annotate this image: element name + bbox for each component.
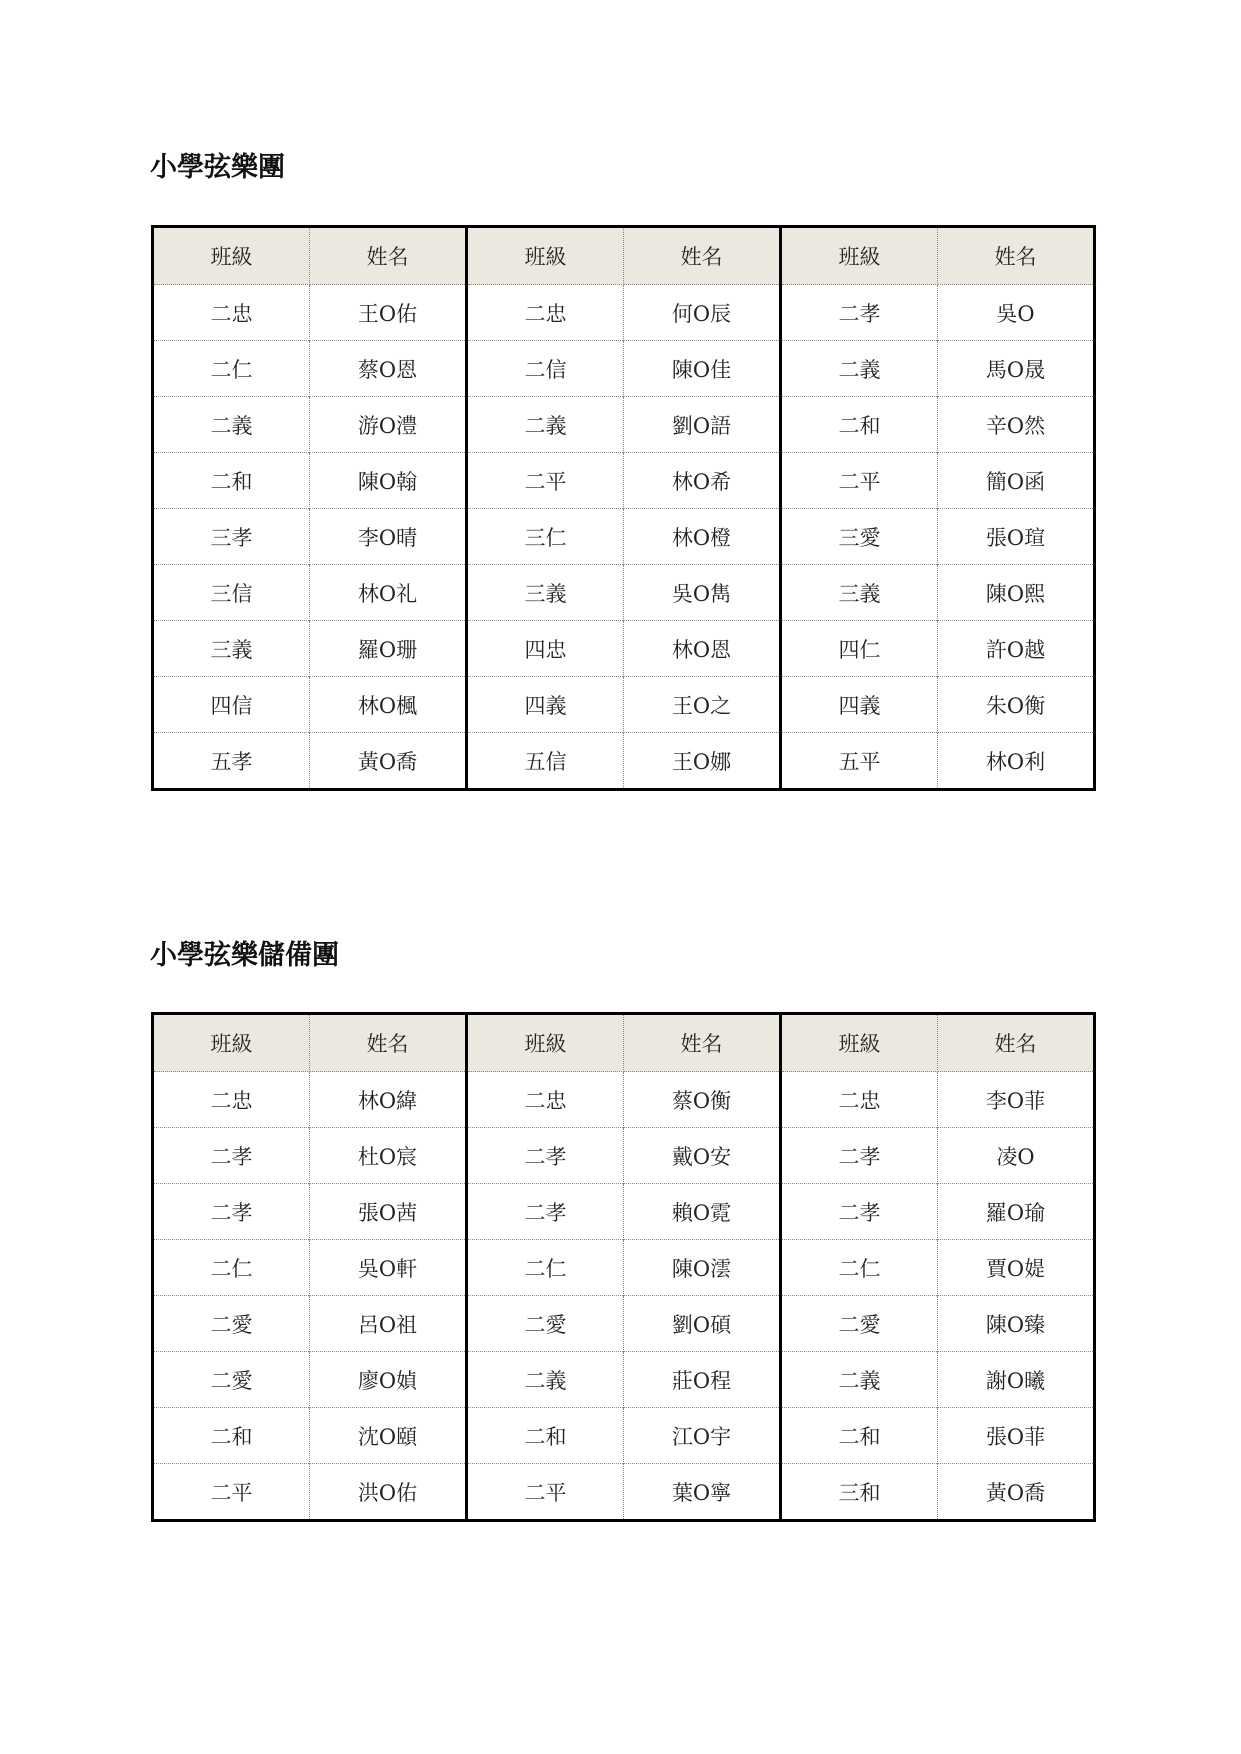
student-name-cell: 江O宇: [624, 1408, 781, 1464]
class-cell: 五信: [467, 733, 624, 790]
student-name-cell: 賈O媞: [938, 1240, 1095, 1296]
class-cell: 二孝: [467, 1184, 624, 1240]
student-name-cell: 黃O喬: [310, 733, 467, 790]
class-cell: 四忠: [467, 621, 624, 677]
student-name-cell: 戴O安: [624, 1128, 781, 1184]
column-header-name: 姓名: [310, 227, 467, 285]
column-header-name: 姓名: [310, 1014, 467, 1072]
student-name-cell: 莊O程: [624, 1352, 781, 1408]
student-name-cell: 李O菲: [938, 1072, 1095, 1128]
class-cell: 三仁: [467, 509, 624, 565]
student-name-cell: 吳O: [938, 285, 1095, 341]
table-row: [153, 509, 1095, 565]
student-name-cell: 游O澧: [310, 397, 467, 453]
student-name-cell: 羅O瑜: [938, 1184, 1095, 1240]
class-cell: 二仁: [467, 1240, 624, 1296]
student-name-cell: 林O橙: [624, 509, 781, 565]
student-name-cell: 杜O宸: [310, 1128, 467, 1184]
roster-table: [151, 1012, 1096, 1522]
table-row: [153, 453, 1095, 509]
column-header-name: 姓名: [624, 1014, 781, 1072]
class-cell: 四義: [781, 677, 938, 733]
table-row: [153, 1128, 1095, 1184]
header-row: [153, 227, 1095, 285]
class-cell: 二義: [781, 341, 938, 397]
student-name-cell: 吳O雋: [624, 565, 781, 621]
student-name-cell: 廖O媜: [310, 1352, 467, 1408]
class-cell: 二孝: [781, 285, 938, 341]
student-name-cell: 王O娜: [624, 733, 781, 790]
student-name-cell: 賴O霓: [624, 1184, 781, 1240]
student-name-cell: 林O緯: [310, 1072, 467, 1128]
class-cell: 四義: [467, 677, 624, 733]
class-cell: 二仁: [153, 1240, 310, 1296]
class-cell: 三義: [467, 565, 624, 621]
column-header-class: 班級: [781, 227, 938, 285]
student-name-cell: 葉O寧: [624, 1464, 781, 1521]
class-cell: 三愛: [781, 509, 938, 565]
section-title: 小學弦樂儲備團: [150, 940, 339, 971]
student-name-cell: 羅O珊: [310, 621, 467, 677]
class-cell: 二愛: [153, 1296, 310, 1352]
class-cell: 二孝: [153, 1184, 310, 1240]
class-cell: 二忠: [153, 1072, 310, 1128]
table-row: [153, 341, 1095, 397]
student-name-cell: 何O辰: [624, 285, 781, 341]
class-cell: 二和: [781, 1408, 938, 1464]
student-name-cell: 馬O晟: [938, 341, 1095, 397]
student-name-cell: 劉O語: [624, 397, 781, 453]
table-row: [153, 1240, 1095, 1296]
class-cell: 二義: [153, 397, 310, 453]
class-cell: 二平: [467, 1464, 624, 1521]
table-body: [153, 1072, 1095, 1521]
student-name-cell: 洪O佑: [310, 1464, 467, 1521]
class-cell: 二義: [467, 1352, 624, 1408]
table-row: [153, 1352, 1095, 1408]
student-name-cell: 謝O曦: [938, 1352, 1095, 1408]
class-cell: 二孝: [467, 1128, 624, 1184]
column-header-class: 班級: [153, 1014, 310, 1072]
student-name-cell: 凌O: [938, 1128, 1095, 1184]
class-cell: 二仁: [153, 341, 310, 397]
table-row: [153, 1072, 1095, 1128]
student-name-cell: 朱O衡: [938, 677, 1095, 733]
student-name-cell: 陳O翰: [310, 453, 467, 509]
student-name-cell: 張O茜: [310, 1184, 467, 1240]
section-title: 小學弦樂團: [150, 152, 285, 183]
student-name-cell: 林O礼: [310, 565, 467, 621]
student-name-cell: 陳O澐: [624, 1240, 781, 1296]
class-cell: 二和: [153, 1408, 310, 1464]
table-header: [153, 1014, 1095, 1072]
table-row: [153, 565, 1095, 621]
class-cell: 二信: [467, 341, 624, 397]
class-cell: 二孝: [781, 1128, 938, 1184]
student-name-cell: 張O菲: [938, 1408, 1095, 1464]
class-cell: 三和: [781, 1464, 938, 1521]
student-name-cell: 簡O函: [938, 453, 1095, 509]
class-cell: 三義: [153, 621, 310, 677]
class-cell: 二義: [781, 1352, 938, 1408]
student-name-cell: 陳O佳: [624, 341, 781, 397]
student-name-cell: 劉O碩: [624, 1296, 781, 1352]
class-cell: 三義: [781, 565, 938, 621]
class-cell: 二平: [153, 1464, 310, 1521]
class-cell: 二和: [467, 1408, 624, 1464]
column-header-name: 姓名: [624, 227, 781, 285]
table-row: [153, 1408, 1095, 1464]
student-name-cell: 王O佑: [310, 285, 467, 341]
table-row: [153, 1184, 1095, 1240]
student-name-cell: 林O恩: [624, 621, 781, 677]
table-header: [153, 227, 1095, 285]
student-name-cell: 林O楓: [310, 677, 467, 733]
class-cell: 二和: [153, 453, 310, 509]
student-name-cell: 陳O熙: [938, 565, 1095, 621]
student-name-cell: 蔡O衡: [624, 1072, 781, 1128]
roster-table: [151, 225, 1096, 791]
column-header-name: 姓名: [938, 1014, 1095, 1072]
table-row: [153, 733, 1095, 790]
student-name-cell: 蔡O恩: [310, 341, 467, 397]
column-header-class: 班級: [781, 1014, 938, 1072]
class-cell: 二義: [467, 397, 624, 453]
student-name-cell: 辛O然: [938, 397, 1095, 453]
student-name-cell: 李O晴: [310, 509, 467, 565]
class-cell: 二忠: [153, 285, 310, 341]
class-cell: 四仁: [781, 621, 938, 677]
class-cell: 二愛: [153, 1352, 310, 1408]
table-row: [153, 1464, 1095, 1521]
student-name-cell: 吳O軒: [310, 1240, 467, 1296]
class-cell: 三孝: [153, 509, 310, 565]
class-cell: 二孝: [153, 1128, 310, 1184]
student-name-cell: 許O越: [938, 621, 1095, 677]
class-cell: 二平: [467, 453, 624, 509]
student-name-cell: 王O之: [624, 677, 781, 733]
header-row: [153, 1014, 1095, 1072]
student-name-cell: 黃O喬: [938, 1464, 1095, 1521]
class-cell: 二忠: [467, 1072, 624, 1128]
class-cell: 四信: [153, 677, 310, 733]
class-cell: 五平: [781, 733, 938, 790]
class-cell: 五孝: [153, 733, 310, 790]
column-header-name: 姓名: [938, 227, 1095, 285]
table-row: [153, 285, 1095, 341]
table-row: [153, 397, 1095, 453]
class-cell: 二和: [781, 397, 938, 453]
table-row: [153, 677, 1095, 733]
student-name-cell: 林O利: [938, 733, 1095, 790]
student-name-cell: 呂O祖: [310, 1296, 467, 1352]
class-cell: 二仁: [781, 1240, 938, 1296]
class-cell: 二忠: [467, 285, 624, 341]
class-cell: 二孝: [781, 1184, 938, 1240]
table-row: [153, 1296, 1095, 1352]
table-body: [153, 285, 1095, 790]
column-header-class: 班級: [467, 1014, 624, 1072]
class-cell: 二忠: [781, 1072, 938, 1128]
class-cell: 二平: [781, 453, 938, 509]
class-cell: 三信: [153, 565, 310, 621]
student-name-cell: 張O瑄: [938, 509, 1095, 565]
column-header-class: 班級: [467, 227, 624, 285]
student-name-cell: 陳O臻: [938, 1296, 1095, 1352]
column-header-class: 班級: [153, 227, 310, 285]
class-cell: 二愛: [781, 1296, 938, 1352]
student-name-cell: 林O希: [624, 453, 781, 509]
table-row: [153, 621, 1095, 677]
student-name-cell: 沈O頤: [310, 1408, 467, 1464]
class-cell: 二愛: [467, 1296, 624, 1352]
